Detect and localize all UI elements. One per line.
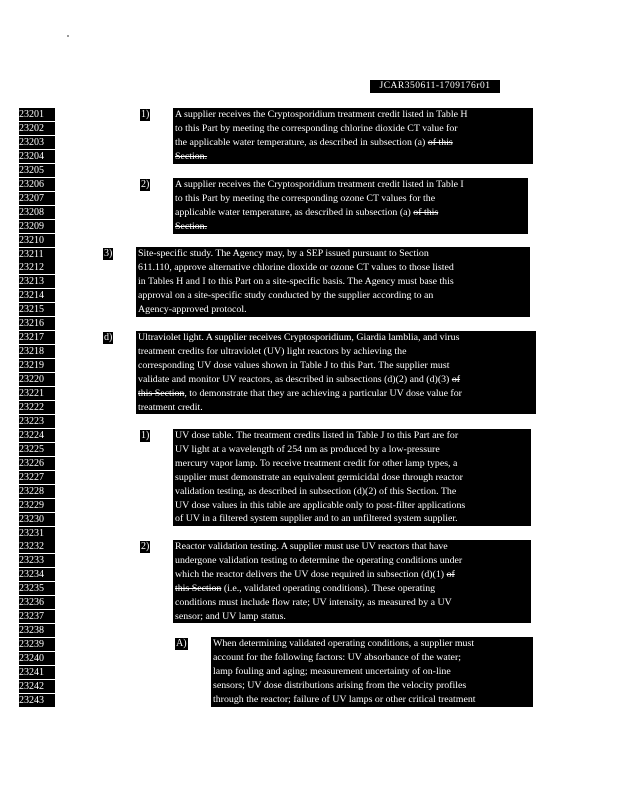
text-line: lamp fouling and aging; measurement uncertainty of on-line <box>213 665 451 677</box>
text-line: mercury vapor lamp. To receive treatment credit for other lamp types, a <box>175 457 458 469</box>
text-line: the applicable water temperature, as described in subsection (a) of this <box>175 136 453 148</box>
line-number: 23204 <box>19 150 55 163</box>
line-number: 23225 <box>19 443 55 456</box>
line-number: 23229 <box>19 499 55 512</box>
line-number: 23226 <box>19 457 55 470</box>
line-number: 23233 <box>19 554 55 567</box>
text-line: supplier must demonstrate an equivalent germicidal dose through reactor <box>175 471 463 483</box>
line-number: 23238 <box>19 624 55 637</box>
line-number: 23241 <box>19 666 55 679</box>
paragraph-reactor-validation <box>173 540 531 623</box>
struck-text: Section. <box>175 150 208 162</box>
text-line: applicable water temperature, as described in subsection (a) of this <box>175 206 439 218</box>
text-line: undergone validation testing to determine the operating conditions under <box>175 554 463 566</box>
paragraph-ultraviolet-light <box>136 331 536 414</box>
paragraph-validated-conditions <box>211 637 533 707</box>
text-line: in Tables H and I to this Part on a site-specific basis. The Agency must base this <box>138 275 454 287</box>
text-line: this Section, to demonstrate that they are achieving a particular UV dose value for <box>138 387 462 399</box>
line-number: 23227 <box>19 471 55 484</box>
text-line: A supplier receives the Cryptosporidium treatment credit listed in Table H <box>175 109 468 120</box>
line-number: 23219 <box>19 359 55 372</box>
line-number: 23237 <box>19 610 55 623</box>
line-number: 23214 <box>19 289 55 302</box>
line-number: 23239 <box>19 638 55 651</box>
text-line: sensors; UV dose distributions arising from the velocity profiles <box>213 679 467 691</box>
struck-text: Section. <box>175 220 208 232</box>
line-number: 23223 <box>19 415 55 428</box>
line-number: 23208 <box>19 206 55 219</box>
line-number: 23205 <box>19 164 55 177</box>
text-line: account for the following factors: UV absorbance of the water; <box>213 651 461 663</box>
line-number: 23209 <box>19 220 55 233</box>
text-line: When determining validated operating conditions, a supplier must <box>213 638 475 649</box>
line-number: 23220 <box>19 373 55 386</box>
text-line: UV light at a wavelength of 254 nm as produced by a low-pressure <box>175 443 440 455</box>
text-line: Ultraviolet light. A supplier receives Cryptosporidium, Giardia lamblia, and virus <box>138 332 460 343</box>
line-number: 23221 <box>19 387 55 400</box>
text-line: Agency-approved protocol. <box>138 303 247 315</box>
line-number: 23222 <box>19 401 55 414</box>
line-number: 23243 <box>19 694 55 707</box>
text-line: to this Part by meeting the corresponding ozone CT values for the <box>175 192 436 204</box>
item-label-2b: 2) <box>141 541 150 552</box>
line-number: 23235 <box>19 582 55 595</box>
line-number: 23201 <box>19 108 55 121</box>
line-number: 23206 <box>19 178 55 191</box>
item-label-2: 2) <box>141 179 150 190</box>
line-number: 23215 <box>19 303 55 316</box>
text-line: treatment credit. <box>138 401 203 413</box>
paragraph-ozone <box>173 178 528 234</box>
line-number: 23240 <box>19 652 55 665</box>
struck-text: this Section <box>175 582 222 594</box>
line-number: 23228 <box>19 485 55 498</box>
line-number: 23212 <box>19 261 55 274</box>
line-number: 23203 <box>19 136 55 149</box>
text-line: treatment credits for ultraviolet (UV) light reactors by achieving the <box>138 345 407 357</box>
text-line: UV dose table. The treatment credits listed in Table J to this Part are for <box>175 430 459 441</box>
line-number: 23230 <box>19 513 55 526</box>
text-line: sensor; and UV lamp status. <box>175 610 286 622</box>
scan-speck <box>67 35 69 37</box>
struck-text: of this <box>427 136 453 148</box>
text-line: Site-specific study. The Agency may, by a SEP issued pursuant to Section <box>138 248 429 259</box>
text-line: conditions must include flow rate; UV intensity, as measured by a UV <box>175 596 452 608</box>
text-line <box>175 220 526 234</box>
struck-text: of <box>451 373 461 385</box>
text-line: which the reactor delivers the UV dose required in subsection (d)(1) of <box>175 568 455 580</box>
struck-text: of <box>446 568 455 580</box>
line-number: 23242 <box>19 680 55 693</box>
text-line: to this Part by meeting the corresponding chlorine dioxide CT value for <box>175 122 458 134</box>
text-line: corresponding UV dose values shown in Table J to this Part. The supplier must <box>138 359 450 371</box>
line-number: 23218 <box>19 345 55 358</box>
line-number: 23231 <box>19 527 55 540</box>
text-line <box>175 150 531 164</box>
item-label-3: 3) <box>104 248 113 259</box>
line-number: 23234 <box>19 568 55 581</box>
line-number: 23224 <box>19 429 55 442</box>
line-number: 23210 <box>19 234 55 247</box>
text-line: validation testing, as described in subsection (d)(2) of this Section. The <box>175 485 457 497</box>
item-label-d: d) <box>104 332 113 343</box>
item-label-1: 1) <box>141 109 150 120</box>
paragraph-site-specific-study <box>136 247 530 317</box>
text-line: Reactor validation testing. A supplier must use UV reactors that have <box>175 541 448 552</box>
document-id-header: JCAR350611-1709176r01 <box>370 80 500 93</box>
line-number: 23217 <box>19 331 55 344</box>
item-label-1b: 1) <box>141 430 150 441</box>
struck-text: of this <box>413 206 439 218</box>
text-line: 611.110, approve alternative chlorine dioxide or ozone CT values to those listed <box>138 261 454 273</box>
text-line: approval on a site-specific study conducted by the supplier according to an <box>138 289 434 301</box>
line-number: 23202 <box>19 122 55 135</box>
line-number: 23216 <box>19 317 55 330</box>
line-number: 23207 <box>19 192 55 205</box>
text-line: this Section (i.e., validated operating conditions). These operating <box>175 582 436 594</box>
line-number: 23211 <box>19 248 55 261</box>
paragraph-uv-dose-table <box>173 429 531 526</box>
item-label-A: A) <box>176 638 187 649</box>
text-line: UV dose values in this table are applicable only to post-filter applications <box>175 499 466 511</box>
text-line: validate and monitor UV reactors, as described in subsections (d)(2) and (d)(3) of <box>138 373 461 385</box>
struck-text: this Section <box>138 387 185 399</box>
line-number: 23236 <box>19 596 55 609</box>
text-line: through the reactor; failure of UV lamps or other critical treatment <box>213 693 476 705</box>
line-number: 23213 <box>19 275 55 288</box>
line-number: 23232 <box>19 540 55 553</box>
text-line: A supplier receives the Cryptosporidium treatment credit listed in Table I <box>175 179 464 190</box>
paragraph-chlorine-dioxide <box>173 108 533 164</box>
text-line: of UV in a filtered system supplier and to an unfiltered system supplier. <box>175 513 458 525</box>
